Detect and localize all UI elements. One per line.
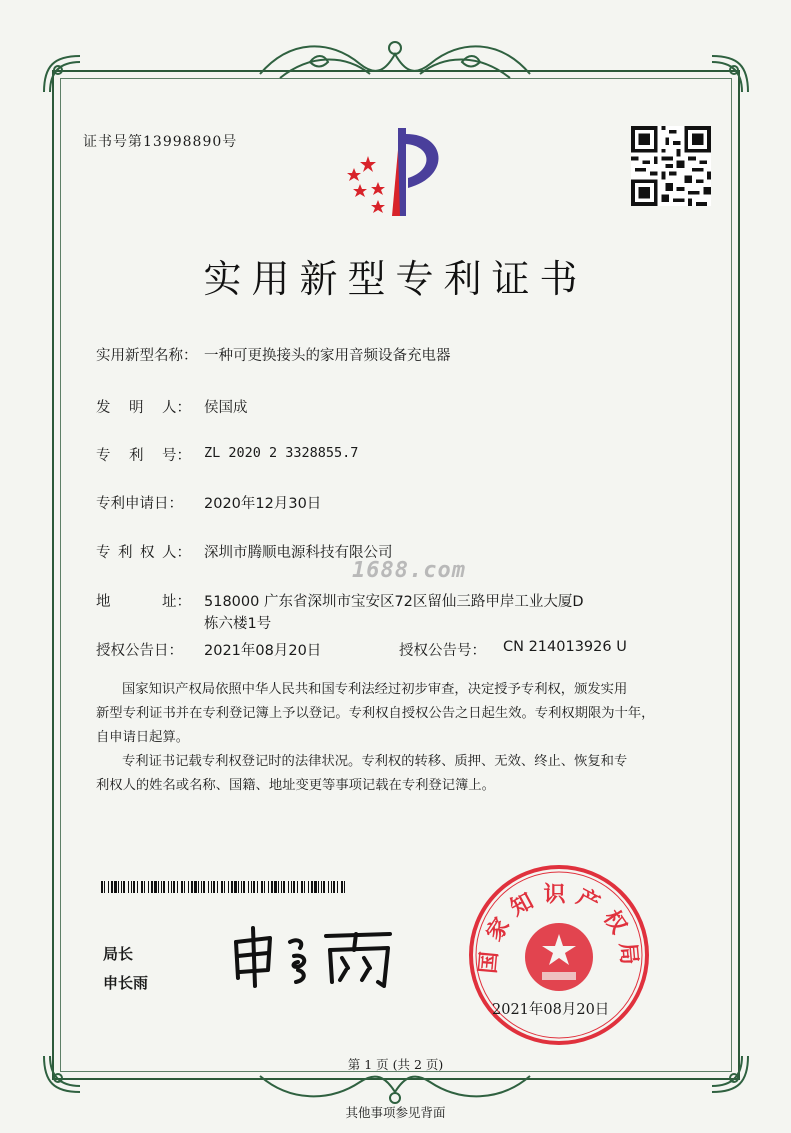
address-line-1: 518000 广东省深圳市宝安区72区留仙三路甲岸工业大厦D — [204, 594, 584, 610]
patentee-label-char: 专 — [96, 545, 111, 561]
patent-number-label — [96, 444, 191, 465]
corner-ornament-tr — [708, 52, 752, 96]
paragraph-line: 自申请日起算。 — [96, 730, 190, 745]
address-line-2: 栋六楼1号 — [204, 616, 272, 632]
address-label — [96, 590, 191, 611]
inventor-value: 侯国成 — [204, 400, 248, 416]
handwritten-signature — [222, 920, 412, 992]
paragraph-line: 新型专利证书并在专利登记簿上予以登记。专利权自授权公告之日起生效。专利权期限为十年， — [96, 706, 655, 721]
seal-text: 国家知识产权局 — [475, 882, 643, 975]
patentee-value: 深圳市腾顺电源科技有限公司 — [204, 545, 393, 561]
patentee-label — [96, 541, 191, 562]
filing-date-value: 2020年12月30日 — [204, 496, 322, 512]
footer-note: 其他事项参见背面 — [345, 1105, 446, 1120]
signatory-name: 申长雨 — [103, 974, 149, 992]
patentee-label-char: 人： — [162, 545, 191, 561]
utility-model-name-value: 一种可更换接头的家用音频设备充电器 — [204, 348, 451, 364]
patentee-label-char: 利 — [118, 545, 133, 561]
inventor-label-char: 明 — [129, 400, 144, 416]
filing-date-label: 专利申请日： — [96, 496, 183, 512]
bottom-ornament — [250, 1068, 540, 1108]
qr-code-icon — [631, 126, 711, 206]
corner-ornament-tl — [40, 52, 84, 96]
grant-date-value: 2021年08月20日 — [204, 643, 322, 659]
certificate-title: 实用新型专利证书 — [203, 257, 588, 301]
official-seal — [466, 862, 652, 1048]
patent-number-label-char: 利 — [129, 448, 144, 464]
page-indicator: 第 1 页 (共 2 页) — [347, 1057, 444, 1072]
paragraph-line: 利权人的姓名或名称、国籍、地址变更等事项记载在专利登记簿上。 — [96, 778, 495, 793]
certificate-number: 证书号第13998890号 — [83, 134, 238, 150]
watermark: 1688.com — [352, 558, 466, 583]
patent-number-label-char: 专 — [96, 448, 111, 464]
barcode — [101, 881, 345, 893]
grant-number-value: CN 214013926 U — [503, 639, 627, 655]
address-label-char: 址： — [162, 594, 191, 610]
paragraph-line: 专利证书记载专利权登记时的法律状况。专利权的转移、质押、无效、终止、恢复和专 — [122, 754, 628, 769]
signatory-title: 局长 — [103, 945, 134, 963]
patent-number-label-char: 号： — [162, 448, 191, 464]
patent-office-logo — [334, 120, 464, 220]
address-label-char: 地 — [96, 594, 111, 610]
patent-number-value: ZL 2020 2 3328855.7 — [204, 445, 359, 461]
top-ornament — [250, 34, 540, 90]
seal-date: 2021年08月20日 — [492, 1002, 610, 1018]
utility-model-name-label: 实用新型名称： — [96, 348, 198, 364]
inventor-label-char: 发 — [96, 400, 111, 416]
inventor-label-char: 人： — [162, 400, 191, 416]
inventor-label — [96, 396, 191, 417]
statement-paragraph-2 — [96, 750, 710, 798]
statement-paragraph-1 — [96, 678, 710, 750]
paragraph-line: 国家知识产权局依照中华人民共和国专利法经过初步审查，决定授予专利权，颁发实用 — [122, 682, 628, 697]
grant-number-label: 授权公告号： — [399, 643, 486, 659]
patentee-label-char: 权 — [140, 545, 155, 561]
grant-date-label: 授权公告日： — [96, 643, 183, 659]
